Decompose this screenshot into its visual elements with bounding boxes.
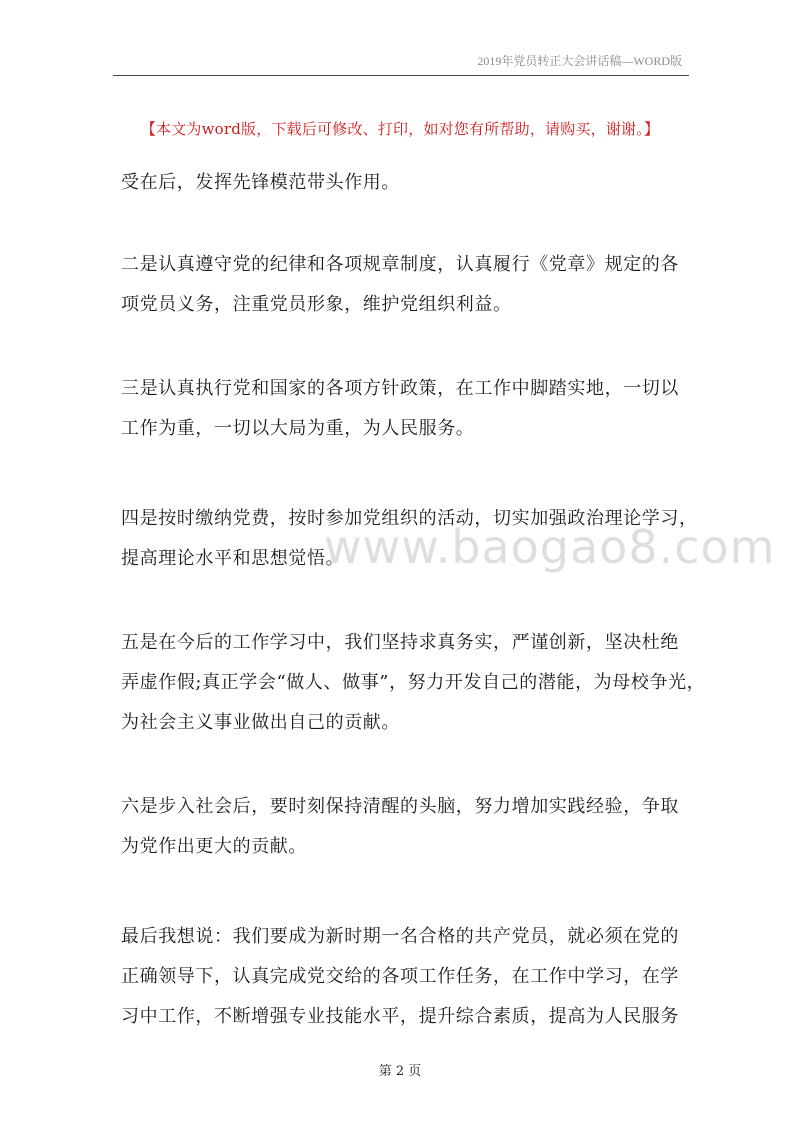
paragraph-line: 习中工作，不断增强专业技能水平，提升综合素质，提高为人民服务 — [121, 1006, 679, 1027]
watermark-text: www.baogao8.com — [324, 520, 776, 574]
paragraph-1 — [121, 163, 681, 203]
paragraph-line: 三是认真执行党和国家的各项方针政策，在工作中脚踏实地，一切以 — [121, 378, 679, 399]
purchase-notice: 【本文为word版，下载后可修改、打印，如对您有所帮助，请购买，谢谢。】 — [140, 120, 660, 138]
paragraph-line: 项党员义务，注重党员形象，维护党组织利益。 — [121, 294, 512, 315]
paragraph-line: 为社会主义事业做出自己的贡献。 — [121, 712, 400, 733]
paragraph-line: 受在后，发挥先锋模范带头作用。 — [121, 172, 400, 193]
paragraph-4 — [121, 499, 698, 579]
paragraph-6 — [121, 787, 681, 867]
paragraph-line: 最后我想说：我们要成为新时期一名合格的共产党员，就必须在党的 — [121, 926, 679, 947]
paragraph-3 — [121, 369, 681, 449]
paragraph-line: 六是步入社会后，要时刻保持清醒的头脑，努力增加实践经验，争取 — [121, 796, 679, 817]
paragraph-line: 提高理论水平和思想觉悟。 — [121, 548, 345, 569]
paragraph-line: 工作为重，一切以大局为重，为人民服务。 — [121, 418, 475, 439]
header-divider — [113, 75, 689, 76]
paragraph-line: 四是按时缴纳党费，按时参加党组织的活动，切实加强政治理论学习， — [121, 508, 698, 529]
paragraph-2 — [121, 245, 681, 325]
paragraph-line: 为党作出更大的贡献。 — [121, 836, 307, 857]
paragraph-7 — [121, 917, 681, 1037]
paragraph-5 — [121, 623, 706, 743]
running-header: 2019年党员转正大会讲话稿—WORD版 — [477, 54, 682, 68]
paragraph-line: 五是在今后的工作学习中，我们坚持求真务实，严谨创新，坚决杜绝 — [121, 632, 679, 653]
page-number: 第 2 页 — [378, 1064, 422, 1079]
paragraph-line: 正确领导下，认真完成党交给的各项工作任务，在工作中学习，在学 — [121, 966, 679, 987]
paragraph-line: 二是认真遵守党的纪律和各项规章制度，认真履行《党章》规定的各 — [121, 254, 679, 275]
paragraph-line: 弄虚作假;真正学会“做人、做事”，努力开发自己的潜能，为母校争光， — [121, 672, 706, 693]
